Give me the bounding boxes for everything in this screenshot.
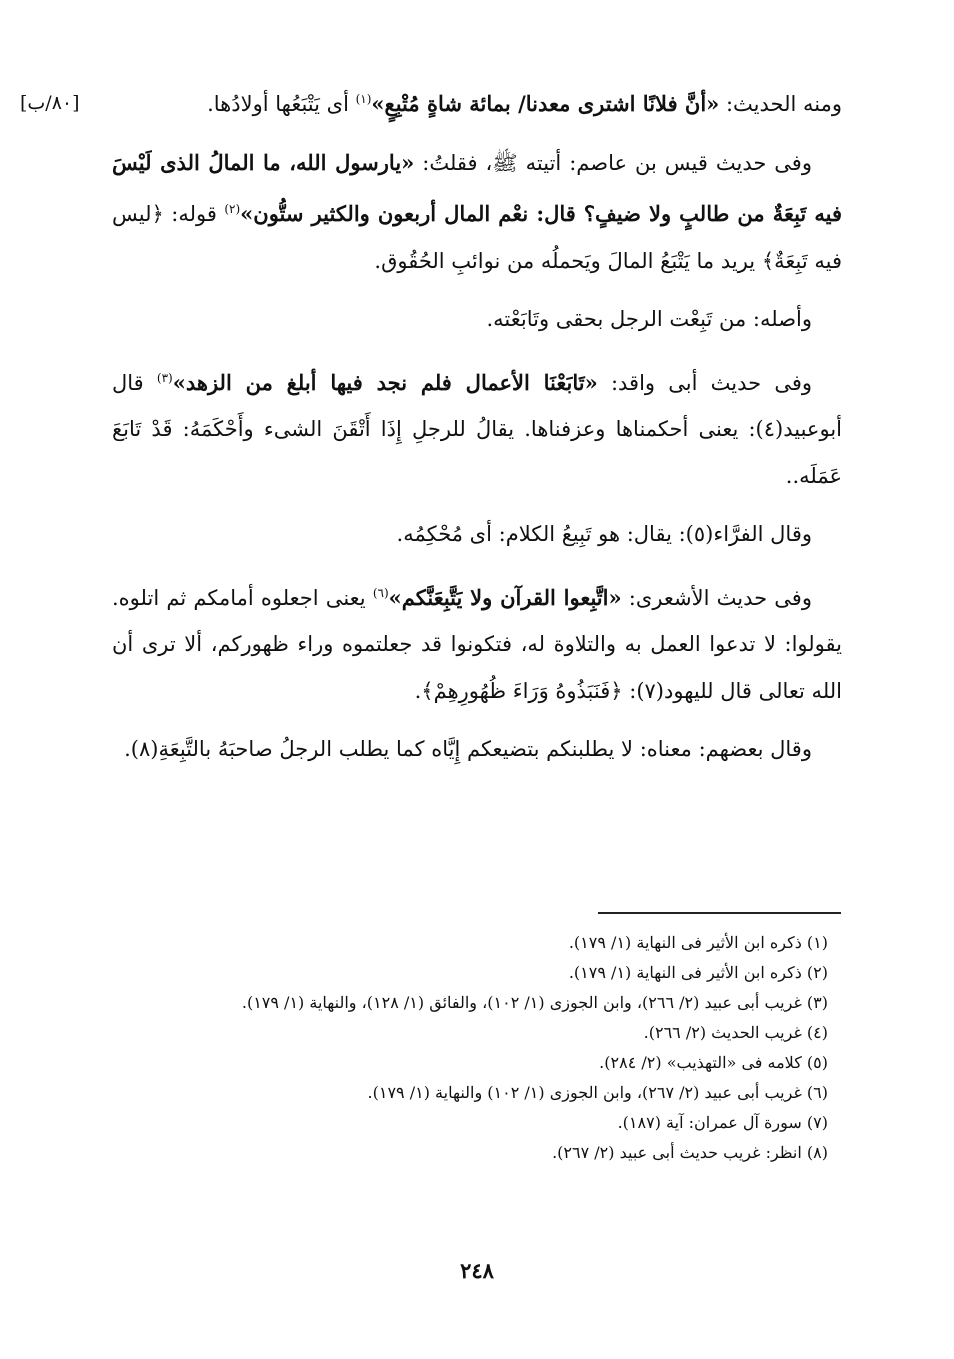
folio-margin-note: [٨٠/ب] — [20, 92, 80, 114]
paragraph-text: وفى حديث الأشعرى: — [621, 585, 812, 610]
footnote-ref: (٣) — [156, 370, 173, 385]
hadith-quote: «يارسول الله، ما المالُ الذى لَيْسَ فيه تَبِعَةٌ من طالبٍ ولا ضيفٍ؟ قال: نعْم المال أربعون والكثير ستُّون» — [112, 149, 842, 226]
footnote-separator — [598, 912, 841, 914]
paragraph-text: وفى حديث قيس بن عاصم: أتيته ﷺ، فقلتُ: — [414, 150, 812, 175]
paragraph — [112, 76, 842, 128]
page-number: ٢٤٨ — [460, 1258, 494, 1283]
paragraph-text: وفى حديث أبى واقد: — [597, 370, 813, 395]
footnote-ref: (٢) — [224, 202, 241, 216]
paragraph — [112, 296, 842, 343]
paragraph — [112, 355, 842, 500]
paragraph-text: أى يَتْبَعُها أولادُها. — [207, 92, 356, 116]
hadith-quote: «أنَّ فلانًا اشترى معدنا/ بمائة شاةٍ مُتْبِعٍ» — [371, 91, 720, 116]
footnote: (٥) كلامه فى «التهذيب» (٢/ ٢٨٤). — [599, 1053, 828, 1072]
paragraph — [112, 726, 842, 773]
main-text — [112, 76, 842, 785]
paragraph — [112, 140, 842, 285]
hadith-quote: «تَابَعْنَا الأعمال فلم نجد فيها أبلغ من الزهد» — [172, 369, 598, 395]
paragraph-text: قوله: ﴿ليس فيه تَبِعَةٌ﴾ يريد ما يَتْبَعُ المالَ ويَحملُه من نوائبِ الحُقُوق. — [112, 202, 842, 273]
footnote: (٧) سورة آل عمران: آية (١٨٧). — [617, 1113, 828, 1132]
footnote: (٨) انظر: غريب حديث أبى عبيد (٢/ ٢٦٧). — [552, 1143, 828, 1162]
paragraph — [112, 570, 842, 715]
footnotes — [112, 928, 842, 1168]
hadith-quote: «اتَّبِعوا القرآن ولا يَتَّبِعَنَّكم» — [388, 584, 622, 610]
footnote: (٣) غريب أبى عبيد (٢/ ٢٦٦)، وابن الجوزى (١/ ١٠٢)، والفائق (١/ ١٢٨)، والنهاية (١/ ١٧٩). — [241, 993, 828, 1012]
paragraph-text: وأصله: من تَبِعْت الرجل بحقى وتَابَعْته. — [486, 307, 812, 331]
paragraph-text: يعنى اجعلوه أمامكم ثم اتلوه. يقولوا: لا تدعوا العمل به والتلاوة له، فتكونوا قد جعلتموه وراء ظهوركم، ألا ترى أن الله تعالى قال لليهود(٧): ﴿فَنَبَذُوهُ وَرَاءَ ظُهُورِهِمْ﴾. — [112, 585, 842, 703]
paragraph-text: وقال الفرَّاء(٥): يقال: هو تَبِيعُ الكلام: أى مُحْكِمُه. — [396, 522, 812, 546]
footnote: (١) ذكره ابن الأثير فى النهاية (١/ ١٧٩). — [568, 933, 828, 952]
footnote: (٤) غريب الحديث (٢/ ٢٦٦). — [643, 1023, 828, 1042]
paragraph-text: ومنه الحديث: — [719, 92, 842, 116]
paragraph-text: قال أبوعبيد(٤): يعنى أحكمناها وعزفناها. يقالُ للرجلِ إِذَا أَتْقَنَ الشىء وأَحْكَمَهُ: قَدْ تَابَعَ عَمَلَه.. — [112, 370, 842, 488]
footnote: (٢) ذكره ابن الأثير فى النهاية (١/ ١٧٩). — [568, 963, 828, 982]
footnote-ref: (١) — [355, 92, 372, 106]
footnote: (٦) غريب أبى عبيد (٢/ ٢٦٧)، وابن الجوزى (١/ ١٠٢) والنهاية (١/ ١٧٩). — [367, 1083, 828, 1102]
paragraph — [112, 511, 842, 558]
footnote-ref: (٦) — [372, 585, 389, 600]
paragraph-text: وقال بعضهم: معناه: لا يطلبنكم بتضيعكم إِيَّاه كما يطلب الرجلُ صاحبَهُ بالتَّبِعَةِ(٨). — [124, 737, 812, 761]
